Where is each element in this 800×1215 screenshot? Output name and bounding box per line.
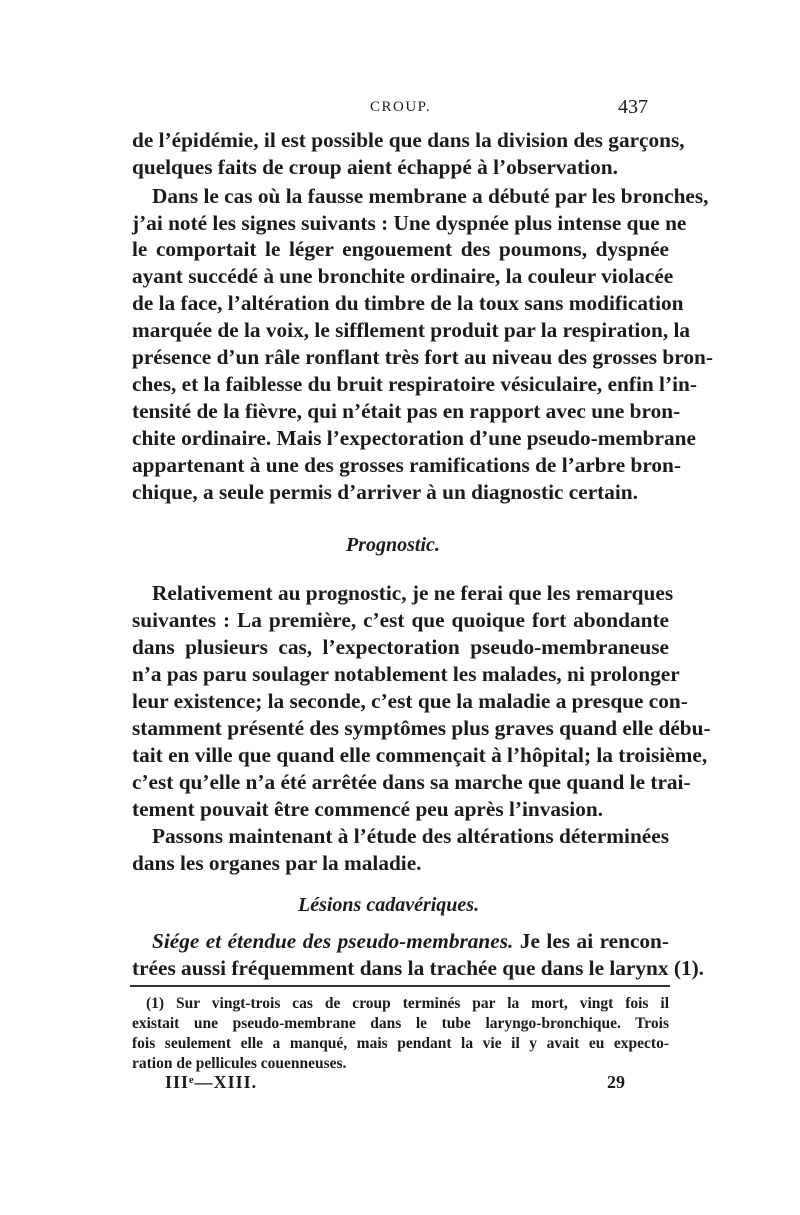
- text-line: de la face, l’altération du timbre de la toux sans modification: [132, 291, 684, 315]
- text-line: tait en ville que quand elle commençait à l’hôpital; la troisième,: [132, 743, 708, 767]
- footnote-rule: [130, 985, 670, 987]
- text-line: ayant succédé à une bronchite ordinaire, la couleur violacée: [132, 264, 674, 288]
- page-number: 437: [618, 96, 648, 118]
- text-line: quelques faits de croup aient échappé à l’observation.: [132, 155, 618, 179]
- text-line: le comportait le léger engouement des poumons, dyspnée: [132, 237, 669, 261]
- text-line: stamment présenté des symptômes plus graves quand elle débu-: [132, 716, 711, 740]
- signature-number: 29: [607, 1072, 625, 1092]
- text-line: tensité de la fièvre, qui n’était pas en rapport avec une bron-: [132, 399, 681, 423]
- italic-subheading: Siége et étendue des pseudo-membranes.: [152, 929, 514, 953]
- text-line: présence d’un râle ronflant très fort au niveau des grosses bron-: [132, 345, 713, 369]
- footnote-line: (1) Sur vingt-trois cas de croup terminés par la mort, vingt fois il: [146, 995, 669, 1012]
- text-line: tement pouvait être commencé peu après l’invasion.: [132, 797, 604, 821]
- footnote-line: ration de pellicules couenneuses.: [132, 1055, 347, 1072]
- text-line: marquée de la voix, le sifflement produit par la respiration, la: [132, 318, 691, 342]
- text-line: leur existence; la seconde, c’est que la maladie a presque con-: [132, 689, 688, 713]
- text-line: Relativement au prognostic, je ne ferai que les remarques: [152, 581, 674, 605]
- footnote-line: fois seulement elle a manqué, mais pendant la vie il y avait eu expecto-: [132, 1035, 669, 1052]
- text-line: appartenant à une des grosses ramifications de l’arbre bron-: [132, 453, 681, 477]
- text-line: chique, a seule permis d’arriver à un diagnostic certain.: [132, 480, 638, 504]
- text-line: [152, 928, 669, 954]
- section-heading-prognostic: Prognostic.: [346, 534, 440, 556]
- running-header-title: CROUP.: [370, 99, 432, 115]
- text-run: Je les ai rencon-: [513, 929, 669, 953]
- footnote-line: existait une pseudo-membrane dans le tube laryngo-bronchique. Trois: [132, 1015, 669, 1032]
- text-line: c’est qu’elle n’a été arrêtée dans sa marche que quand le trai-: [132, 770, 691, 794]
- text-line: trées aussi fréquemment dans la trachée que dans le larynx (1).: [132, 956, 705, 980]
- printer-signature-mark: IIIᵉ—XIII.: [165, 1072, 258, 1092]
- text-line: Passons maintenant à l’étude des altérations déterminées: [152, 824, 670, 848]
- text-line: n’a pas paru soulager notablement les malades, ni prolonger: [132, 662, 680, 686]
- section-heading-lesions: Lésions cadavériques.: [298, 894, 480, 916]
- text-line: ches, et la faiblesse du bruit respiratoire vésiculaire, enfin l’in-: [132, 372, 697, 396]
- text-line: dans plusieurs cas, l’expectoration pseudo-membraneuse: [132, 635, 669, 659]
- text-line: chite ordinaire. Mais l’expectoration d’une pseudo-membrane: [132, 426, 696, 450]
- text-line: de l’épidémie, il est possible que dans la division des garçons,: [132, 128, 685, 152]
- text-line: suivantes : La première, c’est que quoique fort abondante: [132, 608, 669, 632]
- text-line: Dans le cas où la fausse membrane a débuté par les bronches,: [152, 184, 709, 208]
- text-line: dans les organes par la maladie.: [132, 851, 422, 875]
- text-line: j’ai noté les signes suivants : Une dyspnée plus intense que ne: [132, 211, 687, 235]
